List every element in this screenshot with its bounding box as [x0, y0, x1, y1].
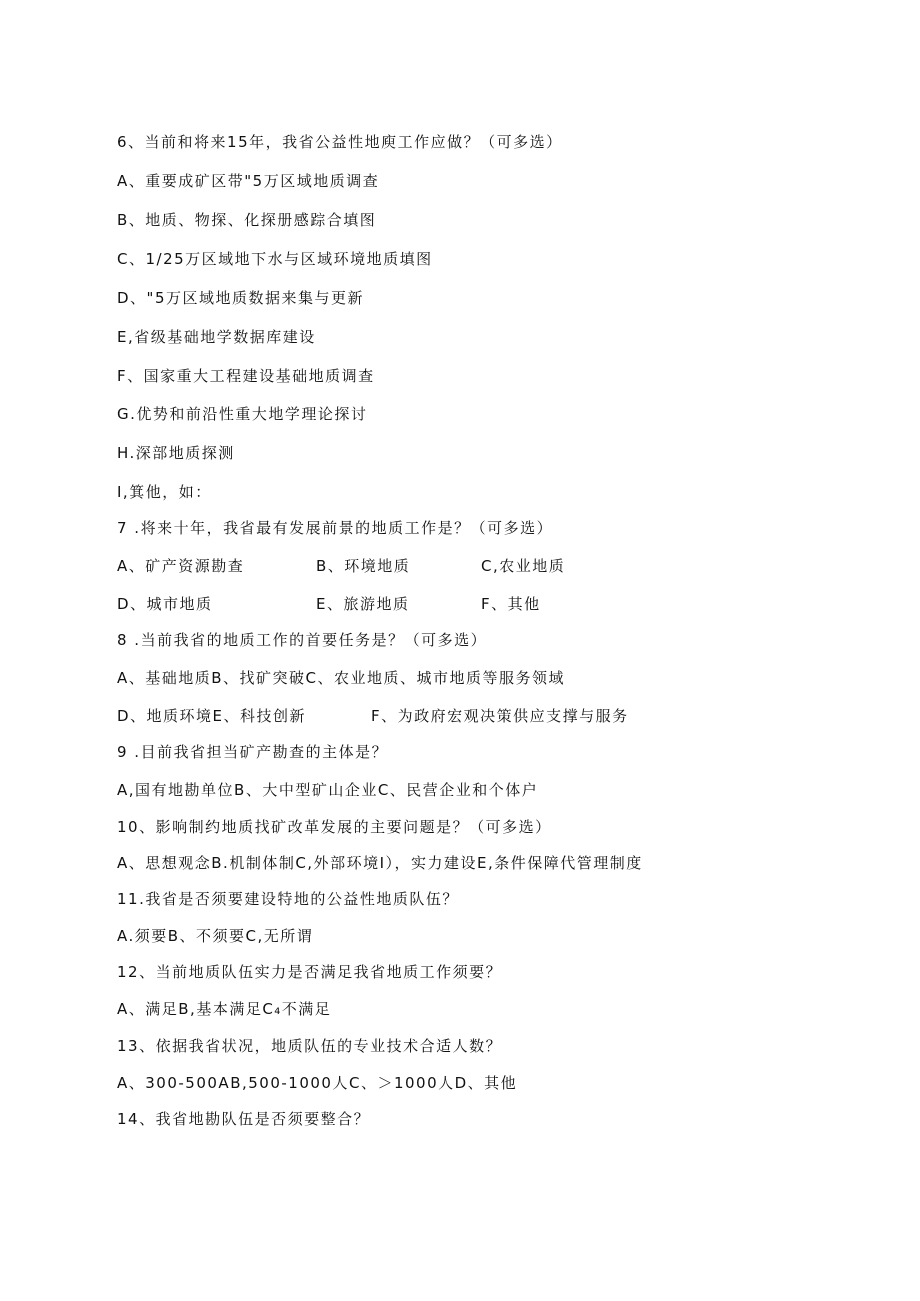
option-7a: A、矿产资源勘查 — [117, 557, 245, 575]
option-6i: I,箕他，如： — [117, 483, 212, 501]
options-13: A、300-500AB,500-1000人C、＞1000人D、其他 — [117, 1074, 518, 1092]
question-7: 7 .将来十年，我省最有发展前景的地质工作是？（可多选） — [117, 519, 554, 537]
option-7f: F、其他 — [481, 595, 541, 613]
option-6f: F、国家重大工程建设基础地质调查 — [117, 367, 375, 385]
question-6: 6、当前和将来15年，我省公益性地庾工作应做？（可多选） — [117, 133, 563, 151]
option-6a: A、重要成矿区带"5万区域地质调查 — [117, 172, 380, 190]
options-11: A.须要B、不须要C,无所谓 — [117, 927, 314, 945]
option-7d: D、城市地质 — [117, 595, 213, 613]
option-6d: D、"5万区域地质数据来集与更新 — [117, 289, 364, 307]
option-6g: G.优势和前沿性重大地学理论探讨 — [117, 405, 368, 423]
option-6e: E,省级基础地学数据库建设 — [117, 328, 316, 346]
options-8-de: D、地质环境E、科技创新 — [117, 707, 307, 725]
options-8-row1: A、基础地质B、找矿突破C、农业地质、城市地质等服务领域 — [117, 669, 566, 687]
question-11: 11.我省是否须要建设特地的公益性地质队伍？ — [117, 890, 459, 908]
options-12: A、满足B,基本满足C₄不满足 — [117, 1000, 332, 1018]
option-6c: C、1/25万区域地下水与区域环境地质填图 — [117, 250, 433, 268]
question-13: 13、依据我省状况，地质队伍的专业技术合适人数？ — [117, 1037, 503, 1055]
question-8: 8 .当前我省的地质工作的首要任务是？（可多选） — [117, 631, 488, 649]
options-10: A、思想观念B.机制体制C,外部环境I），实力建设E,条件保障代管理制度 — [117, 854, 643, 872]
question-10: 10、影响制约地质找矿改革发展的主要问题是？（可多选） — [117, 818, 552, 836]
option-7b: B、环境地质 — [316, 557, 411, 575]
option-7e: E、旅游地质 — [316, 595, 410, 613]
option-6h: H.深部地质探测 — [117, 444, 235, 462]
options-9: A,国有地勘单位B、大中型矿山企业C、民营企业和个体户 — [117, 781, 539, 799]
option-7c: C,农业地质 — [481, 557, 566, 575]
option-8f: F、为政府宏观决策供应支撑与服务 — [371, 707, 629, 725]
question-14: 14、我省地勘队伍是否须要整合？ — [117, 1110, 371, 1128]
question-9: 9 .目前我省担当矿产勘查的主体是？ — [117, 743, 389, 761]
option-6b: B、地质、物探、化探册感踪合填图 — [117, 211, 377, 229]
question-12: 12、当前地质队伍实力是否满足我省地质工作须要？ — [117, 963, 503, 981]
